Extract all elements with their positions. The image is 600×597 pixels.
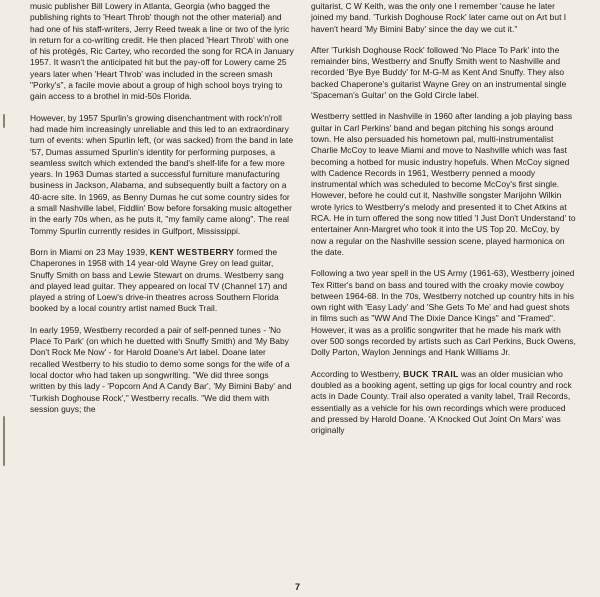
paragraph <box>30 325 294 415</box>
binding-mark <box>3 416 5 466</box>
paragraph-text: Westberry settled in Nashville in 1960 after landing a job playing bass guitar in Carl Perkins' band and began pitching his songs around town. He also persuaded his hometown pal, multi-instrumentalist Charlie McCoy to leave Miami and move to Nashville which was fast becoming a hotbed for music industry hopefuls. When McCoy signed with Cadence Records in 1961, Westberry penned a moody instrumental which was scheduled to become McCoy's first single. However, before he could cut it, Nashville songster Marijohn Wilkin wrote lyrics to Westberry's melody and presented it to Chet Atkins at RCA. He in turn offered the song now titled 'I Just Don't Understand' to entertainer Ann-Margret who took it into the US Top 20. McCoy, by now a regular on the Nashville session scene, played harmonica on the date. <box>311 111 576 257</box>
paragraph-text: According to Westberry, <box>311 368 404 379</box>
paragraph <box>311 369 576 437</box>
page-number: 7 <box>295 582 301 592</box>
paragraph <box>30 247 294 315</box>
paragraph <box>311 45 576 101</box>
paragraph-text: music publisher Bill Lowery in Atlanta, Georgia (who bagged the publishing rights to 'Heart Throb' though not the other material) and had one of his staff-writers, Jerry Reed tweak a line or two of the lyric in return for a co-writing credit. He then placed 'Heart Throb' with one of his protégés, Ric Cartey, who recorded the song for RCA in January 1957. It wasn't the anticipated hit but the pay-off for Lowery came 25 years later when 'Heart Throb' was included in the screen smash "Porky's", a facile movie about a group of high school boys trying to gain access to a brothel in mid-50s Florida. <box>30 1 294 102</box>
paragraph-text: In early 1959, Westberry recorded a pair of self-penned tunes - 'No Place To Park' (on which he duetted with Snuffy Smith) and 'My Baby Don't Rock Me Now' - for Harold Doane's Art label. Doane later recalled Westberry to his studio to demo some songs for the wife of a local doctor who had taken up songwriting. "We did three songs written by this lady - 'Popcorn And A Candy Bar', 'My Bimini Baby' and 'Turkish Doghouse Rock'," Westberry recalls. "We did them with session guys; the <box>30 324 292 414</box>
artist-name: KENT WESTBERRY <box>149 246 235 257</box>
artist-name: BUCK TRAIL <box>403 368 459 379</box>
paragraph-text: was an older musician who doubled as a booking agent, setting up gigs for local country and rock acts in Dade County. Trail also operated a vanity label, Trail Records, essentially as a vehicle for his own recordings which were produced and pressed by Harold Doane. 'A Knocked Out Joint On Mars' was originally <box>311 368 572 436</box>
left-column <box>30 1 294 425</box>
paragraph <box>30 113 294 237</box>
binding-mark <box>3 114 5 128</box>
paragraph <box>311 1 576 35</box>
paragraph-text: Born in Miami on 23 May 1939, <box>30 246 150 257</box>
paragraph-text: guitarist, C W Keith, was the only one I remember 'cause he later joined my band. 'Turkish Doghouse Rock' later came out on Art but I haven't heard 'My Bimini Baby' since the day we cut it." <box>311 1 567 34</box>
paragraph-text: formed the Chaperones in 1958 with 14 year-old Wayne Grey on lead guitar, Snuffy Smith on bass and Lewie Stewart on drums. Westberry sang and played lead guitar. They appeared on local TV (Channel 17) and played a string of Loew's drive-in theatres across Southern Florida booked by a local country artist named Buck Trail. <box>30 246 288 314</box>
paragraph <box>311 111 576 258</box>
paragraph-text: Following a two year spell in the US Army (1961-63), Westberry joined Tex Ritter's band on bass and toured with the croaky movie cowboy between 1964-68. In the 70s, Westberry notched up country hits in his own right with 'Easy Lady' and 'She Gets To Me' and had guest shots in films such as "WW And The Dixie Dance Kings" and "Framed". However, it was as a prolific songwriter that he made his mark with over 500 songs recorded by artists such as Carl Perkins, Buck Owens, Dolly Parton, Waylon Jennings and Hank Williams Jr. <box>311 268 576 358</box>
paragraph-text: After 'Turkish Doghouse Rock' followed 'No Place To Park' into the remainder bins, Westberry and Snuffy Smith went to Nashville and recorded 'Bye Bye Buddy' for M-G-M as Kent And Snuffy. They also backed Chaperone's guitarist Wayne Grey on an instrumental single 'Spaceman's Guitar' on the Gold Circle label. <box>311 44 567 101</box>
right-column <box>311 1 576 446</box>
paragraph <box>311 268 576 358</box>
paragraph-text: However, by 1957 Spurlin's growing disenchantment with rock'n'roll had made him increasingly unreliable and this led to an extraordinary turn of events: when Spurlin left, (or was sacked) from the band in late '57, Dumas assumed Spurlin's identity for performing purposes, a seamless switch which extended the band's shelf-life for a few more years. In 1963 Dumas started a successful furniture manufacturing business in Jackson, Alabama, and subsequently built a factory on a 40-acre site. In 1969, as Benny Dumas he cut some country sides for a small Nashville label, Fiddlin' Bow before forsaking music altogether in the early 70s when, as he puts it, "my family came along". The real Tommy Spurlin currently resides in Gulfport, Mississippi. <box>30 112 294 236</box>
paragraph <box>30 1 294 103</box>
